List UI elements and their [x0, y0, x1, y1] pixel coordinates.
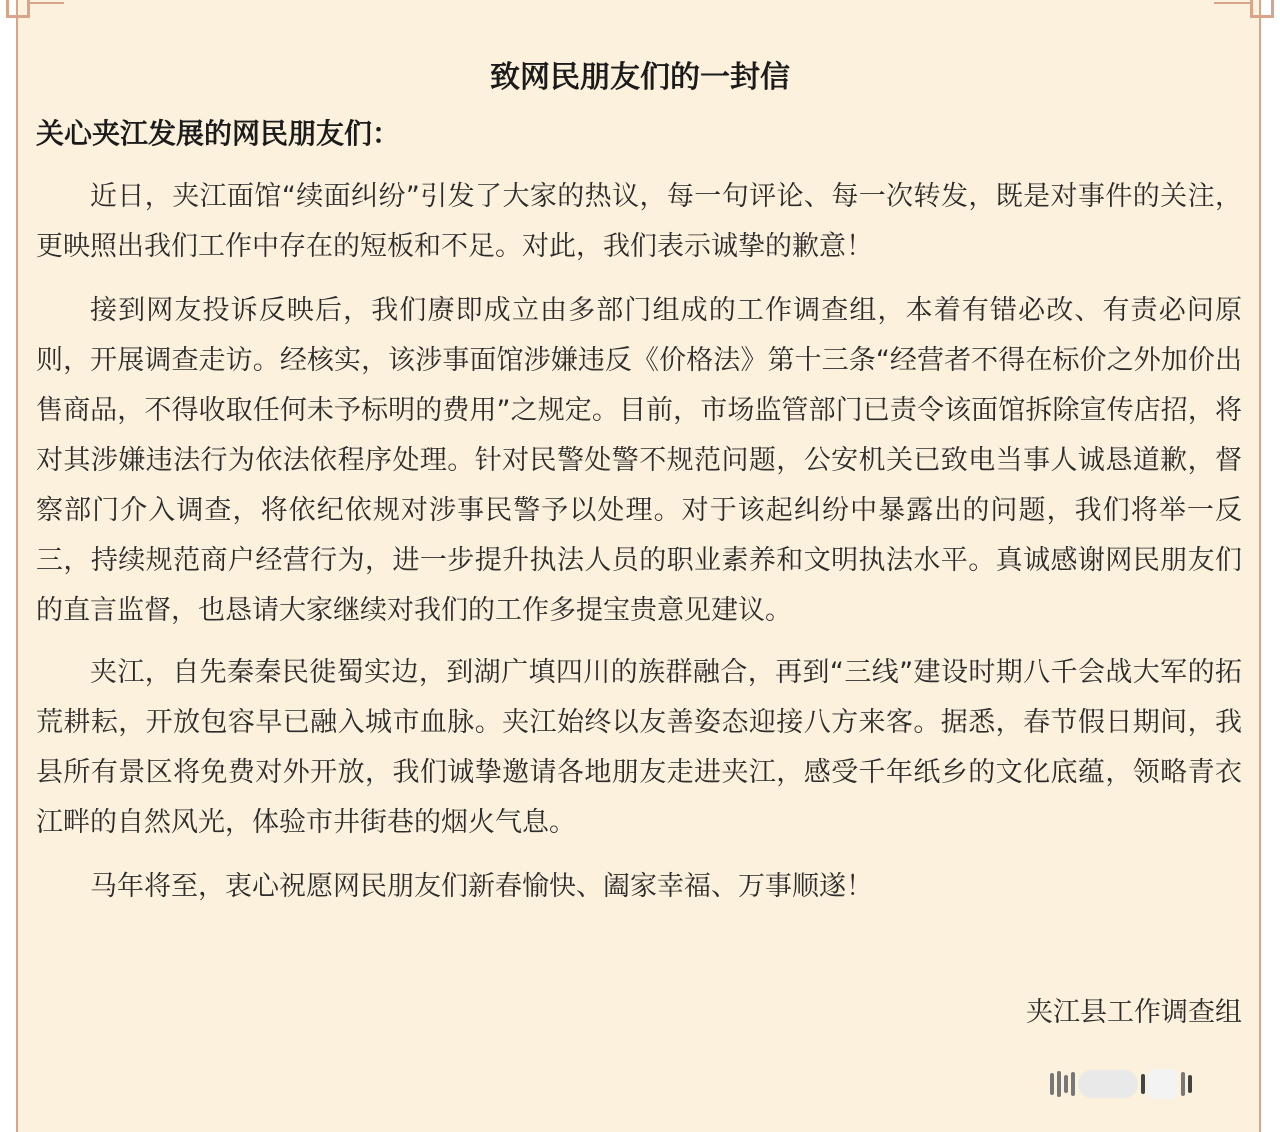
letter-salutation: 关心夹江发展的网民朋友们：	[36, 117, 401, 150]
letter-paragraph-2: 接到网友投诉反映后，我们赓即成立由多部门组成的工作调查组，本着有错必改、有责必问原则，开展调查走访。经核实，该涉事面馆涉嫌违反《价格法》第十三条“经营者不得在标价之外加价出售商品，不得收取任何未予标明的费用”之规定。目前，市场监管部门已责令该面馆拆除宣传店招，将对其涉嫌违法行为依法依程序处理。针对民警处警不规范问题，公安机关已致电当事人诚恳道歉，督察部门介入调查，将依纪依规对涉事民警予以处理。对于该起纠纷中暴露出的问题，我们将举一反三，持续规范商户经营行为，进一步提升执法人员的职业素养和文明执法水平。真诚感谢网民朋友们的直言监督，也恳请大家继续对我们的工作多提宝贵意见建议。	[36, 295, 1242, 626]
letter-paragraph-1: 近日，夹江面馆“续面纠纷”引发了大家的热议，每一句评论、每一次转发，既是对事件的关注，更映照出我们工作中存在的短板和不足。对此，我们表示诚挚的歉意！	[36, 181, 1242, 262]
letter-paragraph-3: 夹江，自先秦秦民徙蜀实边，到湖广填四川的族群融合，再到“三线”建设时期八千会战大军的拓荒耕耘，开放包容早已融入城市血脉。夹江始终以友善姿态迎接八方来客。据悉，春节假日期间，我县所有景区将免费对外开放，我们诚挚邀请各地朋友走进夹江，感受千年纸乡的文化底蕴，领略青衣江畔的自然风光，体验市井街巷的烟火气息。	[36, 657, 1242, 838]
frame-top-left-line	[28, 2, 64, 4]
corner-ornament-right-icon	[1250, 0, 1274, 18]
frame-right-line	[1259, 0, 1261, 1132]
corner-ornament-left-icon	[6, 0, 30, 18]
platform-watermark-icon	[1050, 1064, 1250, 1104]
frame-left-line	[16, 0, 18, 1132]
letter-title: 致网民朋友们的一封信	[490, 60, 790, 95]
letter-signature: 夹江县工作调查组	[1026, 997, 1242, 1028]
letter-paragraph-4: 马年将至，衷心祝愿网民朋友们新春愉快、阖家幸福、万事顺遂！	[90, 871, 873, 902]
frame-top-right-line	[1214, 2, 1250, 4]
